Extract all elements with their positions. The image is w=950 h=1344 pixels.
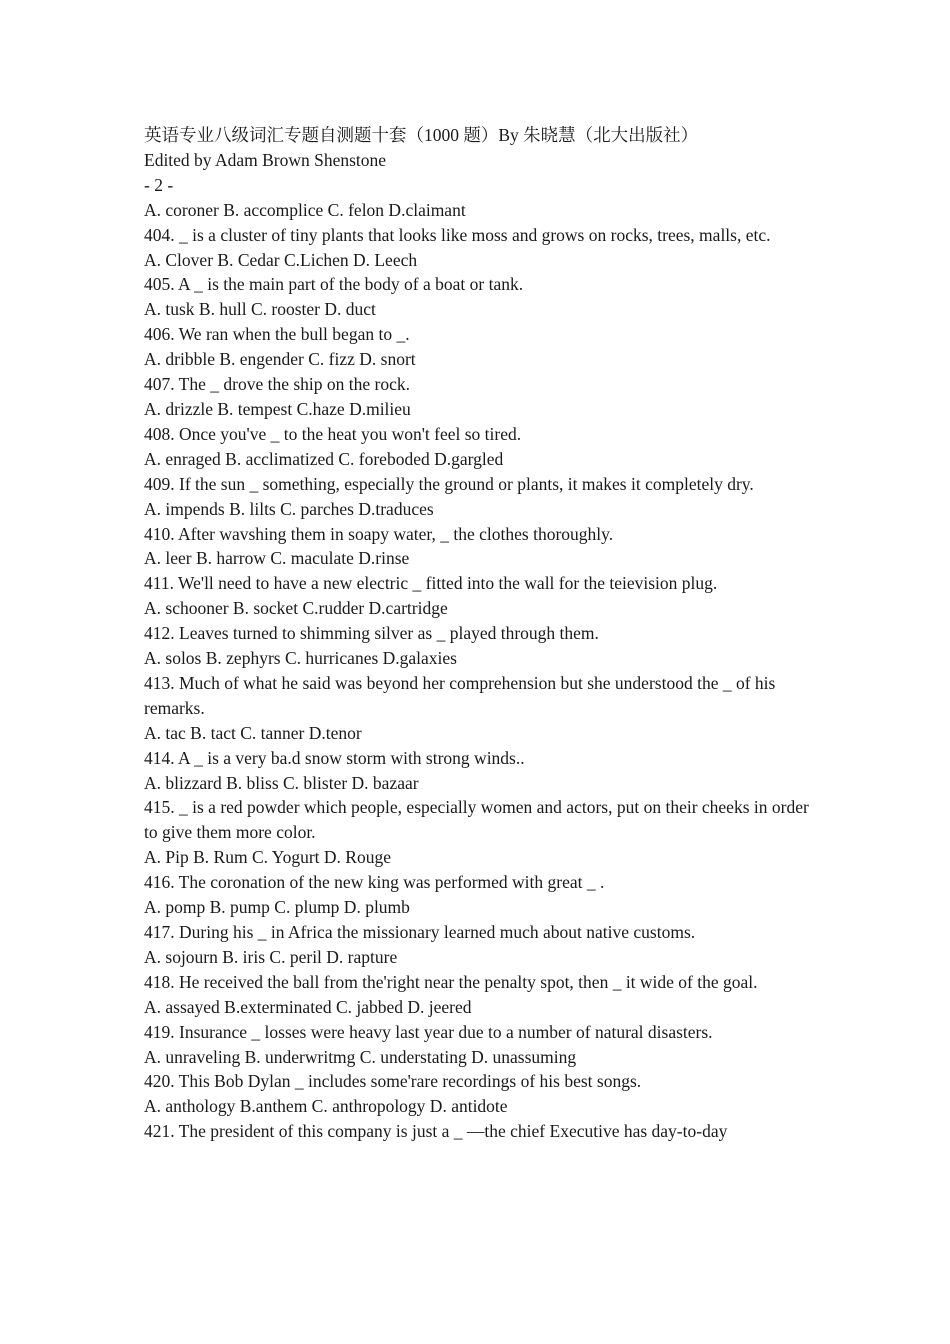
question-420: 420. This Bob Dylan _ includes some'rare recordings of his best songs. <box>144 1071 642 1092</box>
question-404: 404. _ is a cluster of tiny plants that looks like moss and grows on rocks, trees, malls, etc. <box>144 224 771 245</box>
answer-options: A. leer B. harrow C. maculate D.rinse <box>144 548 410 569</box>
question-414: 414. A _ is a very ba.d snow storm with strong winds.. <box>144 747 525 768</box>
answer-options: A. coroner B. accomplice C. felon D.claimant <box>144 199 466 220</box>
document-title: 英语专业八级词汇专题自测题十套（1000 题）By 朱晓慧（北大出版社） <box>144 125 699 145</box>
answer-options: A. dribble B. engender C. fizz D. snort <box>144 349 416 370</box>
answer-options: A. solos B. zephyrs C. hurricanes D.galaxies <box>144 648 457 669</box>
answer-options: A. assayed B.exterminated C. jabbed D. jeered <box>144 996 472 1017</box>
answer-options: A. tac B. tact C. tanner D.tenor <box>144 722 362 743</box>
answer-options: A. drizzle B. tempest C.haze D.milieu <box>144 398 411 419</box>
answer-options: A. sojourn B. iris C. peril D. rapture <box>144 946 398 967</box>
document-page <box>144 123 814 1144</box>
answer-options: A. pomp B. pump C. plump D. plumb <box>144 897 410 918</box>
question-421: 421. The president of this company is just a _ —the chief Executive has day-to-day <box>144 1121 728 1142</box>
answer-options: A. tusk B. hull C. rooster D. duct <box>144 299 376 320</box>
question-412: 412. Leaves turned to shimming silver as _ played through them. <box>144 623 599 644</box>
answer-options: A. anthology B.anthem C. anthropology D. antidote <box>144 1096 508 1117</box>
question-417: 417. During his _ in Africa the missionary learned much about native customs. <box>144 922 696 942</box>
page-number: - 2 - <box>144 174 174 195</box>
question-411: 411. We'll need to have a new electric _ fitted into the wall for the teievision plug. <box>144 573 718 594</box>
question-408: 408. Once you've _ to the heat you won't feel so tired. <box>144 423 522 444</box>
question-416: 416. The coronation of the new king was performed with great _ . <box>144 872 605 893</box>
question-410: 410. After wavshing them in soapy water, _ the clothes thoroughly. <box>144 523 614 544</box>
question-407: 407. The _ drove the ship on the rock. <box>144 374 411 395</box>
question-405: 405. A _ is the main part of the body of a boat or tank. <box>144 274 524 295</box>
editor-credit: Edited by Adam Brown Shenstone <box>144 149 387 170</box>
answer-options: A. Pip B. Rum C. Yogurt D. Rouge <box>144 847 391 868</box>
answer-options: A. impends B. lilts C. parches D.traduces <box>144 498 434 519</box>
question-413: 413. Much of what he said was beyond her comprehension but she understood the _ of his remarks. <box>144 672 780 718</box>
answer-options: A. Clover B. Cedar C.Lichen D. Leech <box>144 249 418 270</box>
question-406: 406. We ran when the bull began to _. <box>144 324 410 345</box>
question-418: 418. He received the ball from the'right near the penalty spot, then _ it wide of the goal. <box>144 971 758 992</box>
question-415: 415. _ is a red powder which people, especially women and actors, put on their cheeks in order to give them more color. <box>144 797 814 843</box>
answer-options: A. schooner B. socket C.rudder D.cartridge <box>144 598 448 619</box>
answer-options: A. unraveling B. underwritmg C. understating D. unassuming <box>144 1046 577 1067</box>
question-419: 419. Insurance _ losses were heavy last year due to a number of natural disasters. <box>144 1021 713 1042</box>
answer-options: A. blizzard B. bliss C. blister D. bazaar <box>144 772 419 793</box>
answer-options: A. enraged B. acclimatized C. foreboded D.gargled <box>144 448 504 469</box>
question-409: 409. If the sun _ something, especially the ground or plants, it makes it completely dry. <box>144 473 754 494</box>
